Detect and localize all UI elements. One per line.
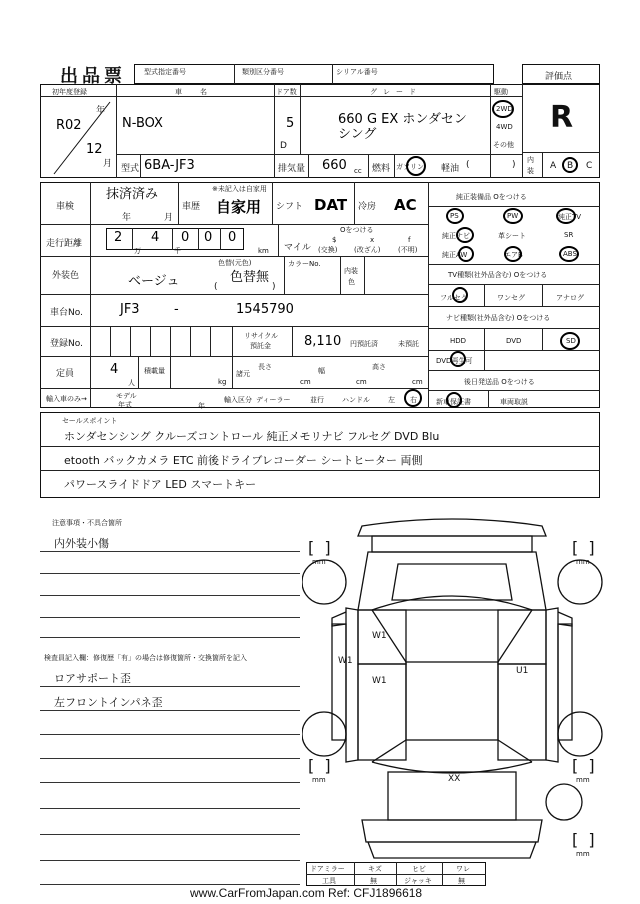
sales-line3: パワースライドドア LED スマートキー [64,478,257,491]
mileage-u2: 千 [174,247,181,255]
usage-note: ※未記入は自家用 [212,185,267,193]
interior-label-top: 内 [527,156,534,164]
capacity-label: 定員 [56,369,75,379]
chassis-label: 車台No. [50,308,83,318]
serial-label: シリアル番号 [336,68,378,76]
fuel-circle [406,156,426,176]
mile-opt3-sub: (不明) [398,246,418,254]
mileage-d5: 0 [228,230,237,245]
interior-c[interactable]: C [586,161,593,171]
car-name-label: 車名 [175,88,225,96]
mileage-d1: 2 [114,230,123,245]
mm-spare: mm [576,850,590,858]
equip-ps-circle [446,208,464,224]
class-label: 類別区分番号 [242,68,284,76]
mileage-label: 走行距離 [46,239,83,249]
equip-navi-circle [456,227,474,243]
navi-hdd[interactable]: HDD [450,337,467,345]
navi-sd-circle [560,332,580,350]
load-unit: kg [218,378,227,386]
fuel-label: 燃料 [372,164,391,174]
handle-right-circle [404,389,422,407]
month-unit: 月 [103,159,113,169]
after-warranty[interactable]: 新車保証書 [436,398,471,406]
ac-label: 冷房 [358,202,377,212]
interior-label-bottom: 装 [527,167,534,175]
equip-aw-circle [458,246,474,262]
import-dealer[interactable]: ディーラー [256,396,291,404]
fuel-light-oil[interactable]: 軽油 [441,164,460,174]
interior-color-label1: 内装 [344,267,358,275]
grade-line1: 660 G EX ホンダセン [338,112,467,127]
car-damage-diagram [302,512,612,864]
drive-2wd[interactable]: 2WD [496,105,513,113]
color-paren-open: ( [214,282,218,292]
mileage-d3: 0 [181,230,190,245]
shift-value: DAT [314,196,348,214]
inspector-line2: 左フロントインパネ歪 [54,696,163,709]
interior-b[interactable]: B [567,161,574,171]
color-value: ベージュ [128,274,180,289]
equip-abs-circle [559,246,579,262]
mileage-unit: km [258,247,269,255]
mm-fl: mm [312,558,326,566]
doors-label: ドア数 [276,88,297,96]
fuel-value[interactable]: ガソリン [396,163,424,171]
legend-v1: 無 [370,877,377,885]
recycle-value: 8,110 [304,334,342,349]
after-manual[interactable]: 車両取説 [500,398,528,406]
equip-sr[interactable]: SR [564,231,574,239]
mark-w1-a: W1 [372,631,387,641]
mm-fr: mm [576,558,590,566]
bracket-spare: [ ] [572,830,595,849]
grade-label: グレード [370,88,422,96]
dims-length-unit: cm [300,378,311,386]
import-handle: ハンドル [342,396,370,404]
import-model-year2: 年式 [118,401,132,409]
bracket-fl: [ ] [308,538,331,557]
mileage-u1: 万 [134,247,141,255]
displacement-unit: cc [354,167,362,175]
equip-leather[interactable]: 革シート [498,232,526,240]
usage-label: 車歴 [182,202,201,212]
import-left[interactable]: 左 [388,396,395,404]
equip-aw[interactable]: 純正AW [442,251,468,259]
reg-no-label: 登録No. [50,339,83,349]
mark-w1-b: W1 [338,656,353,666]
import-right[interactable]: 右 [410,396,417,404]
first-reg-month: 12 [86,142,103,157]
footer-watermark: www.CarFromJapan.com Ref: CFJ1896618 [190,886,423,900]
drive-4wd[interactable]: 4WD [496,123,513,131]
year-unit: 年 [96,106,106,116]
car-name-value: N-BOX [122,116,163,131]
chassis-dash: - [174,302,179,317]
tv-oneseg[interactable]: ワンセグ [497,294,525,302]
mm-rl: mm [312,776,326,784]
import-year-unit: 年 [198,402,205,410]
inspection-month-unit: 月 [164,213,174,223]
fuel-other-open: ( [466,160,470,170]
equip-ps[interactable]: PS [450,212,459,220]
usage-value: 自家用 [216,198,262,216]
sales-line1: ホンダセンシング クルーズコントロール 純正メモリナビ フルセグ DVD Blu [64,430,440,443]
displacement-value: 660 [322,158,347,173]
inspector-line1: ロアサポート歪 [54,672,131,685]
bracket-rl: [ ] [308,756,331,775]
model-cert-label: 型式指定番号 [144,68,186,76]
model-label: 型式 [121,164,140,174]
equip-pw-circle [503,208,523,224]
model-value: 6BA-JF3 [144,158,195,173]
sales-line2: etooth バックカメラ ETC 前後ドライブレコーダー シートヒーター 両側 [64,454,423,467]
mile-opt1-sub: (交換) [318,246,338,254]
inspection-label: 車検 [56,202,75,212]
import-parallel[interactable]: 並行 [310,396,324,404]
legend-h2: ヒビ [412,865,426,873]
import-model-year1: モデル [116,392,137,400]
score-value: R [550,100,574,135]
color-change-value: 色替無 [230,270,270,285]
grade-line2: シング [338,127,377,142]
chassis-number: 1545790 [236,302,294,317]
sales-label: セールスポイント [62,417,118,425]
dims-length: 長さ [258,363,272,371]
dvd-playback-circle [450,351,466,367]
capacity-value: 4 [110,362,119,377]
legend-v2: ジャッキ [404,877,432,885]
drive-other[interactable]: その他 [493,141,514,149]
legend-v3: 無 [458,877,465,885]
after-title: 後日発送品 Oをつける [464,378,535,386]
doors-suffix: D [280,141,287,151]
dims-width: 幅 [318,367,325,375]
drive-label: 駆動 [494,88,508,96]
color-change-label: 色替(元色) [218,259,252,267]
displacement-label: 排気量 [278,164,306,174]
tv-fullseg-circle [452,287,468,303]
legend-v0: 工具 [322,877,336,885]
dvd-playback[interactable]: DVD再生可 [436,357,473,365]
score-label: 評価点 [545,72,573,82]
equip-pw[interactable]: PW [507,212,519,220]
legend-h3: ワレ [456,865,470,873]
inspector-label: 検査員記入欄：修復歴「有」の場合は修復箇所・交換箇所を記入 [44,654,247,662]
navi-sd[interactable]: SD [566,337,576,345]
navi-dvd[interactable]: DVD [506,337,522,345]
color-label: 外装色 [52,271,80,281]
mile-opt3[interactable]: f [408,236,411,244]
interior-color-label2: 色 [348,278,355,286]
shift-label: シフト [276,202,304,212]
mile-label: マイル [284,243,311,253]
bracket-rr: [ ] [572,756,595,775]
dims-label: 諸元 [236,370,250,378]
recycle-unit[interactable]: 円預託済 [350,340,378,348]
legend-h1: キズ [368,865,382,873]
sheet-title: 出品票 [60,66,126,87]
bracket-fr: [ ] [572,538,595,557]
tv-analog[interactable]: アナログ [556,294,584,302]
color-paren-close: ) [272,282,276,292]
mark-w1-c: W1 [372,676,387,686]
mark-note: Oをつける [340,226,374,234]
notes-label: 注意事項・不具合箇所 [52,519,122,527]
mm-rr: mm [576,776,590,784]
dims-height-unit: cm [412,378,423,386]
interior-a[interactable]: A [550,161,557,171]
mile-opt1[interactable]: $ [332,236,337,244]
equip-navi[interactable]: 純正ナビ [442,232,470,240]
recycle-label1: リサイクル [244,332,279,340]
mileage-d2: 4 [151,230,160,245]
mile-opt2-sub: (改ざん) [354,246,381,254]
navi-title: ナビ種類(社外品含む) Oをつける [446,314,551,322]
import-class-label: 輸入区分 [224,396,252,404]
doors-value: 5 [286,116,295,131]
recycle-label2: 預託金 [250,342,271,350]
notes-line1: 内外装小傷 [54,537,109,550]
equip-tv[interactable]: 純正TV [558,213,582,221]
color-no-label: カラーNo. [288,260,321,268]
interior-b-circle [562,157,578,173]
load-label: 積載量 [144,367,165,375]
drive-2wd-circle [492,100,514,118]
chassis-prefix: JF3 [120,302,140,317]
equip-abs[interactable]: ABS [563,250,577,258]
recycle-not[interactable]: 未預託 [398,340,419,348]
cert-box [134,64,494,84]
import-label: 輸入車のみ→ [46,395,87,403]
after-warranty-circle [446,392,462,408]
inspection-year-unit: 年 [122,213,132,223]
equip-airbag-circle [504,246,522,262]
equip-airbag[interactable]: エアB [504,251,523,259]
ac-value: AC [394,196,417,214]
mileage-d4: 0 [204,230,213,245]
first-reg-label: 初年度登録 [52,88,87,96]
dims-height: 高さ [372,363,386,371]
tv-fullseg[interactable]: フルセグ [440,294,468,302]
mark-u1: U1 [516,666,529,676]
equip-title: 純正装備品 Oをつける [456,193,527,201]
legend-h0: ドアミラー [310,865,345,873]
equip-tv-circle [556,208,576,224]
capacity-unit: 人 [128,379,135,387]
inspection-value: 抹済済み [106,187,159,202]
dims-width-unit: cm [356,378,367,386]
mile-opt2[interactable]: x [370,236,375,244]
first-reg-era: R02 [56,118,82,133]
tv-title: TV種類(社外品含む) Oをつける [448,271,548,279]
mark-xx: XX [448,774,461,784]
fuel-other-close: ) [512,160,516,170]
